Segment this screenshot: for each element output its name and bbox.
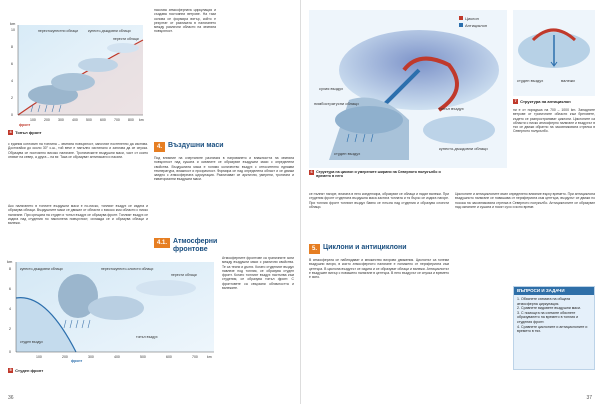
questions-box [513,286,595,370]
section-4-text: Под влияние на очертаните различия в нагряването и влажността на земната повърхност над сушата и океаните се образуват въздушни маси с определени свойства. Въздушната маса е голямо количество въздух с относително еднакви температура, влажност и прозрачност. Формира се над определена област и се движи заедно с атмосферната циркулация. Различават се арктични, умерени, тропични и екваториални въздушни маси. [154,156,294,182]
right-page-number: 37 [586,395,592,401]
fig4-x-tick: 100 [30,118,36,122]
fig6-caption [309,170,449,179]
fig7-caption [513,99,571,104]
fig5-x-tick: 200 [62,355,68,359]
fig4-x-tick: 800 [128,118,134,122]
fig4-cloud-label: перестокупестни облаци [38,29,79,33]
fig4-cloud-label: купесто-дъждовни облаци [88,29,131,33]
fig7-caption-number: 7 [514,99,517,103]
section-4-1-number: 4.1. [154,238,170,248]
fig7-caption-text: Структура на антициклон [520,99,571,104]
fig4-caption-number: 4 [9,130,12,134]
fig5-cloud-label: перести облаци [171,273,197,277]
fig4-x-tick: 500 [86,118,92,122]
questions-header: ВЪПРОСИ И ЗАДАЧИ [514,287,594,295]
fig4-x-tick: 200 [44,118,50,122]
fig6-label: студен въздух [334,151,361,156]
question-item: 3. С помощта на схемите обяснете образуването на времето в топлия и студения фронт. [517,310,579,324]
fig4-x-tick: 700 [114,118,120,122]
fig5-x-tick: 600 [166,355,172,359]
cold-front-diagram [6,258,218,364]
fig6-label: сухия въздух [319,86,344,91]
fig5-caption [8,368,43,373]
fig5-y-tick: 4 [9,307,11,311]
section-4-heading [154,142,224,152]
fig4-y-tick: 4 [11,79,13,83]
fig6-caption-number: 6 [310,170,313,174]
fig4-x-tick: 600 [100,118,106,122]
section-5-heading [309,244,407,254]
section-4-1-title: Атмосферни фронтове [173,238,218,253]
fig4-y-tick: 6 [11,62,13,66]
section-4-1-text: Атмосферните фронтове са граничните зони между въздушни маси с различни свойства. Те са тесни и дълги. Когато студеният въздух навлезе под топлия, се образува студен фронт. Когато топлият въздух настъпва към студения, се образува топъл фронт. С фронтовете са свързани облачността и валежите. [222,256,294,291]
right-col-main-text: Циклоните и антициклоните имат определено влияние върху времето. При антициклона въздушното налягане се повишава от периферията към центъра, въздухът се движи по посока на часовниковата стрелка в Северното полукълбо. Антициклоните се образуват над океаните и сушата и носят сухо и ясно време. [455,192,595,209]
fig5-y-tick: 8 [9,267,11,271]
section-5-text: В атмосферата се наблюдават и множество вихрови движения. Циклонът са големи въздушни вихри, в които атмосферното налягане е понижено от периферията към центъра. В циклона въздухът се издига и се образуват облаци и валежи. Антициклонът е въздушен вихър с повишено налягане в центъра. В него въздухът се спуска и времето е ясно. [309,258,449,280]
left-col1-text-a: с единия котловин на топлина – земната повърхност, започнат постепенно да изстива. Достигайки до около 30° с.ш., той вече е напълно изстинало и започва да се спуска. Образува се постоянно високо налягане. Тропическите въздушни маси, част от които отиват на север, а друга – на юг. Така се образуват антипасати и пасати. [8,142,148,159]
fig5-x-unit: km [207,355,212,359]
fig6-label: купесто-дъждовни облаци [439,146,488,151]
fig4-km-label: km [10,21,16,26]
fig5-y-tick: 6 [9,287,11,291]
fig4-caption [8,130,42,135]
fig4-cloud-label: перести облаци [113,37,139,41]
fig4-x-unit: km [139,118,144,122]
fig5-x-tick: 300 [88,355,94,359]
cyclone-diagram [309,10,507,168]
fig5-front-label: фронт [71,359,83,363]
left-page-number: 36 [8,395,14,401]
fig4-x-tick: 300 [58,118,64,122]
fig5-y-tick: 2 [9,327,11,331]
fig6-label: топъл въздух [439,106,464,111]
fig4-caption-text: Топъл фронт [15,130,42,135]
fig5-caption-text: Студен фронт [15,368,44,373]
fig4-y-tick: 8 [11,45,13,49]
fig5-warm-air-label: топъл въздух [136,335,158,339]
fig4-front-label: фронт [19,123,31,127]
anticyclone-diagram [513,10,595,96]
fig5-y-tick: 0 [9,350,11,354]
fig6-label: нимбостратусни облаци [314,101,359,106]
section-4-number: 4. [154,142,165,152]
fig5-cloud-label: перестокупесто-слоести облаци [101,267,154,271]
question-item: 1. Обяснете схемата на общата атмосферна циркулация. [517,297,571,306]
fig5-cloud-label: купесто-дъждовни облаци [20,267,63,271]
fig6-legend-item: Циклон [465,16,479,21]
fig5-cold-air-label: студен въздух [20,340,43,344]
section-4-title: Въздушни маси [168,142,224,149]
fig4-x-tick: 400 [72,118,78,122]
fig5-caption-number: 5 [9,368,12,372]
fig6-legend-item: Антициклон [465,23,488,28]
fig5-x-tick: 100 [36,355,42,359]
fig4-y-tick: 0 [11,113,13,117]
section-4-1-heading [154,238,233,254]
fig5-x-tick: 400 [114,355,120,359]
fig7-label: валежи [561,78,575,83]
fig5-x-tick: 700 [192,355,198,359]
fig5-km-label: km [7,259,13,264]
section-5-number: 5. [309,244,320,254]
fig5-x-tick: 500 [140,355,146,359]
question-item: 2. Сравнете видовете въздушни маси. [517,306,581,311]
left-col2-top-text: насочва атмосферната циркулация и създава постоянни ветрове. На тази основа се формира вятър, който е резултат от разликата в налягането между различни области на земната повърхност. [154,8,216,34]
fig4-y-tick: 10 [11,28,15,32]
fig4-y-tick: 2 [11,96,13,100]
right-middle-text: се пълнят нагоре, влагата в него кондензира, образуват се облаци и падат валежи. При студения фронт студената въздушна маса застига топлата и тя бързо се издига нагоре. При топлия фронт топлият въздух бавно се плъзга над студения и образува слоести облаци. [309,192,449,209]
left-col1-text-b: Ако налягането в топлите въздушни маси е по-ниско, топлият въздух се издига и образува облаци. Въздушните маси се движат от области с високо към области с ниско налягане. При срещата на студен и топъл въздух се образува фронт. Топлият въздух се издига над студения по наклонена повърхност, охлажда се и образува облаци и валежи. [8,204,148,226]
right-page [300,0,600,404]
right-col-top-text: ни е от порядъка на 700 – 1000 km. Западните ветрове от тропичните области към бреговете, където се разпространяват циклони. Циклоните са области с ниско атмосферно налягане и въздухът в тях се движи обратно на часовниковата стрелка в Северното полукълбо. [513,108,595,134]
warm-front-diagram [8,20,148,128]
fig7-label: студен въздух [517,78,544,83]
question-item: 4. Сравнете циклоните и антициклоните и времето в тях. [517,324,588,334]
fig6-caption-text: Структура на циклон и умерените ширини на Северното полукълбо и времето в него [316,170,441,179]
section-5-title: Циклони и антициклони [323,244,407,251]
